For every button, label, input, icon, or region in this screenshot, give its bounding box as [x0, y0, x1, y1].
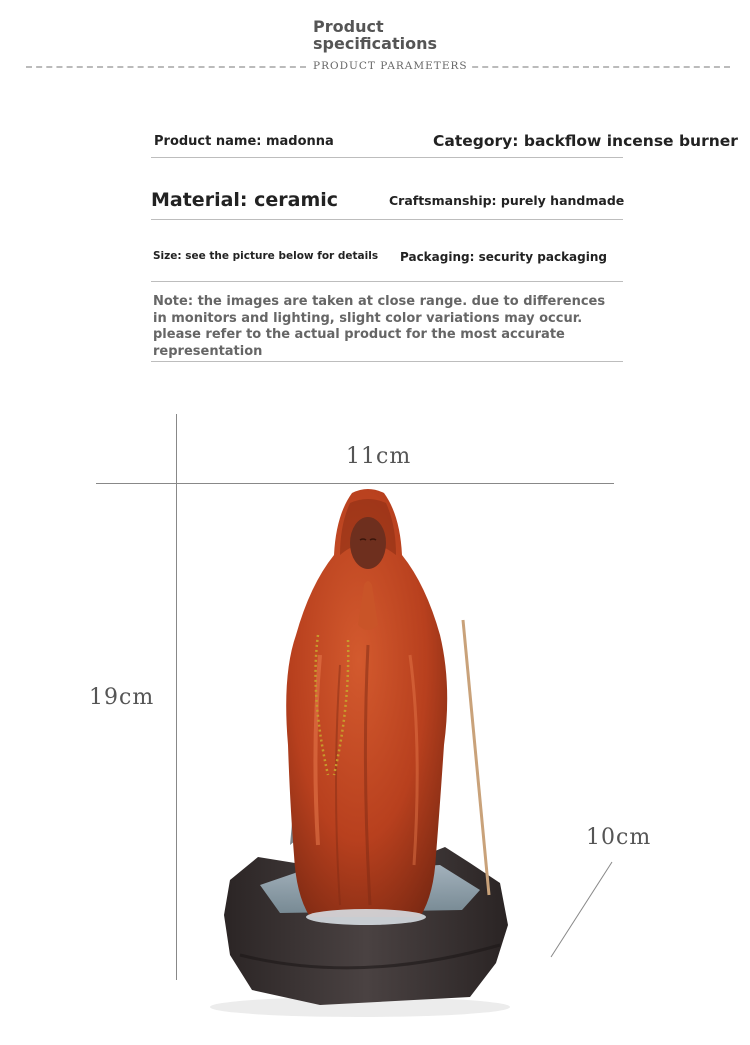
spec-packaging: Packaging: security packaging [400, 250, 607, 264]
height-guide-line [176, 414, 177, 980]
spec-category: Category: backflow incense burner [433, 132, 738, 150]
spec-size: Size: see the picture below for details [153, 250, 379, 262]
depth-guide-line [548, 860, 614, 960]
product-photo [200, 485, 530, 1020]
header-divider-left [26, 66, 306, 68]
spec-divider [151, 281, 623, 282]
spec-divider [151, 219, 623, 220]
spec-divider [151, 361, 623, 362]
section-title: Product specifications [313, 17, 437, 53]
section-subtitle: PRODUCT PARAMETERS [310, 60, 471, 72]
width-guide-line [96, 483, 614, 484]
spec-divider [151, 157, 623, 158]
header-divider-right [452, 66, 730, 68]
height-label: 19cm [89, 685, 155, 710]
spec-craftsmanship: Craftsmanship: purely handmade [389, 193, 625, 208]
width-label: 11cm [346, 444, 412, 469]
spec-note: Note: the images are taken at close range. due to differences in monitors and lighting, slight color variations may occur. please refer to the actual product for the most accurate representation [153, 294, 606, 359]
spec-product-name: Product name: madonna [154, 134, 334, 149]
spec-material: Material: ceramic [151, 189, 339, 211]
depth-label: 10cm [586, 825, 652, 850]
